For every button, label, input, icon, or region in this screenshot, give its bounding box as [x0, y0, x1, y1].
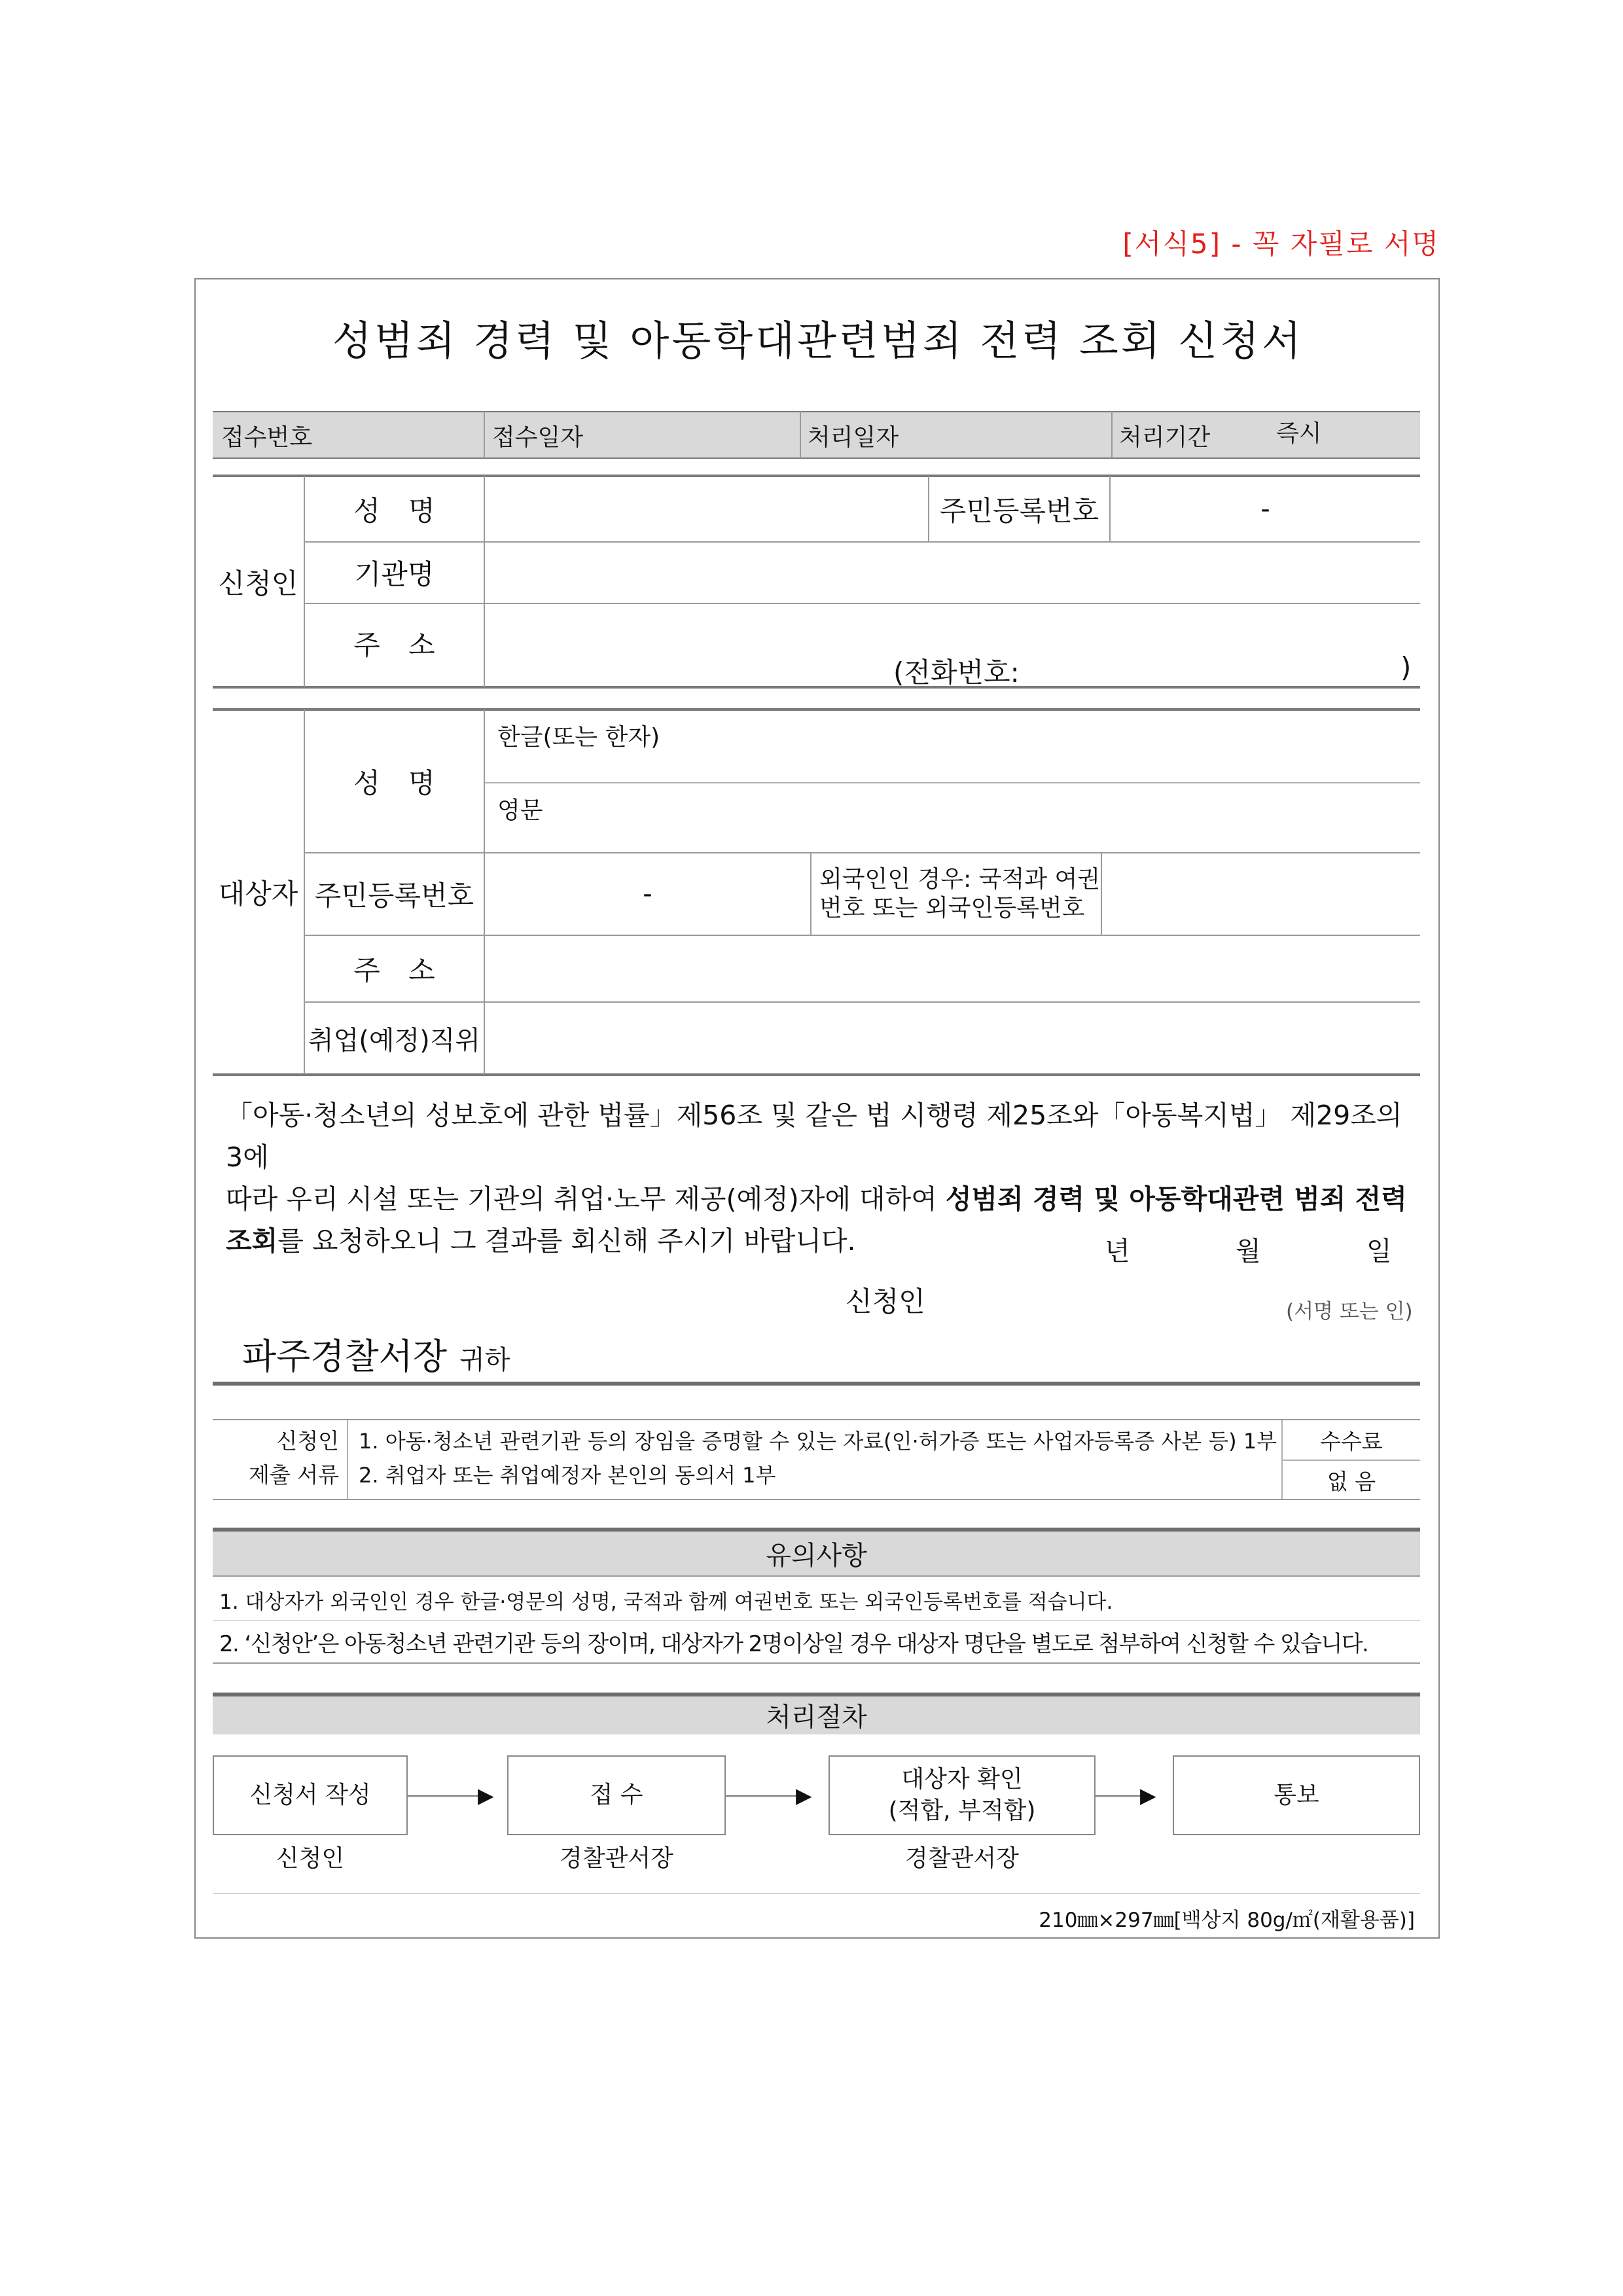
procedure-step-2: 접 수	[507, 1755, 726, 1835]
notes-item-1: 1. 대상자가 외국인인 경우 한글·영문의 성명, 국적과 함께 여권번호 또는 외국인등록번호를 적습니다.	[219, 1590, 1113, 1614]
procedure-arrow-2: ▶	[796, 1783, 812, 1808]
date-month: 월	[1236, 1236, 1261, 1266]
procedure-actor-1: 신청인	[276, 1844, 345, 1872]
subject-name-korean-label: 한글(또는 한자)	[497, 724, 660, 751]
applicant-rrn-label: 주민등록번호	[939, 495, 1099, 527]
subject-foreigner-field[interactable]	[1102, 853, 1420, 935]
applicant-name-field[interactable]	[485, 477, 928, 541]
signature-applicant-label: 신청인	[846, 1285, 925, 1318]
subject-foreigner-label-line2: 번호 또는 외국인등록번호	[819, 895, 1085, 922]
addressee-office: 파주경찰서장	[242, 1336, 447, 1377]
procedure-actor-3: 경찰관서장	[905, 1844, 1019, 1872]
form-tag: [서식5] - 꼭 자필로 서명	[1122, 228, 1440, 260]
statement-line1: 「아동·청소년의 성보호에 관한 법률」제56조 및 같은 법 시행령 제25조와「아동복지법」 제29조의3에	[226, 1100, 1402, 1173]
notes-header: 유의사항	[766, 1540, 867, 1571]
procedure-arrow-1: ▶	[478, 1783, 494, 1808]
process-period-value: 즉시	[1276, 420, 1322, 447]
process-period-label: 처리기간	[1119, 424, 1211, 451]
receipt-date-label: 접수일자	[492, 424, 584, 451]
fee-value: 없 음	[1327, 1468, 1376, 1494]
procedure-actor-2: 경찰관서장	[560, 1844, 673, 1872]
applicant-org-field[interactable]	[485, 543, 1420, 603]
form-title: 성범죄 경력 및 아동학대관련범죄 전력 조회 신청서	[332, 316, 1304, 365]
procedure-arrow-3: ▶	[1140, 1783, 1156, 1808]
documents-item-1: 1. 아동·청소년 관련기관 등의 장임을 증명할 수 있는 자료(인·허가증 또는 사업자등록증 사본 등) 1부	[359, 1429, 1277, 1454]
documents-list	[359, 1424, 1277, 1492]
statement-line2-normal: 따라 우리 시설 또는 기관의 취업·노무 제공(예정)자에 대하여	[226, 1183, 946, 1215]
procedure-step-3-line1: 대상자 확인	[901, 1766, 1023, 1793]
subject-rrn-field[interactable]: -	[643, 879, 652, 909]
statement-line3-normal: 를 요청하오니 그 결과를 회신해 주시기 바랍니다.	[277, 1225, 856, 1257]
applicant-address-label: 주 소	[353, 629, 435, 661]
documents-item-2: 2. 취업자 또는 취업예정자 본인의 동의서 1부	[359, 1463, 776, 1488]
date-day: 일	[1366, 1236, 1392, 1266]
documents-label-line2: 제출 서류	[248, 1462, 339, 1488]
receipt-no-label: 접수번호	[221, 424, 313, 451]
applicant-name-label: 성 명	[353, 495, 435, 527]
subject-job-field[interactable]	[485, 1003, 1420, 1073]
procedure-step-3	[829, 1755, 1096, 1835]
subject-section-label: 대상자	[218, 878, 298, 910]
subject-rrn-label: 주민등록번호	[314, 880, 474, 912]
process-date-label: 처리일자	[808, 424, 899, 451]
subject-address-label: 주 소	[353, 954, 435, 986]
procedure-header: 처리절차	[766, 1702, 867, 1732]
subject-job-label: 취업(예정)직위	[308, 1025, 481, 1056]
date-year: 년	[1105, 1236, 1130, 1266]
applicant-rrn-field[interactable]: -	[1260, 494, 1270, 524]
subject-address-field[interactable]	[485, 936, 1420, 1001]
procedure-step-3-line2: (적합, 부적합)	[888, 1797, 1036, 1824]
procedure-step-1: 신청서 작성	[213, 1755, 408, 1835]
applicant-phone-label: (전화번호:	[893, 656, 1020, 689]
addressee-suffix: 귀하	[459, 1345, 510, 1375]
procedure-step-4: 통보	[1173, 1755, 1420, 1835]
documents-label-line1: 신청인	[276, 1428, 339, 1454]
fee-label: 수수료	[1320, 1428, 1383, 1454]
applicant-phone-close: )	[1400, 651, 1412, 683]
statement-line3-bold: 조회	[226, 1225, 278, 1257]
paper-spec-footer: 210㎜×297㎜[백상지 80g/㎡(재활용품)]	[1039, 1909, 1415, 1932]
signature-sign-hint[interactable]: (서명 또는 인)	[1286, 1300, 1413, 1323]
applicant-section-label: 신청인	[218, 567, 298, 600]
subject-name-label: 성 명	[353, 767, 435, 799]
notes-item-2: 2. ‘신청안’은 아동청소년 관련기관 등의 장이며, 대상자가 2명이상일 경우 대상자 명단을 별도로 첨부하여 신청할 수 있습니다.	[219, 1631, 1368, 1657]
subject-foreigner-label-line1: 외국인인 경우: 국적과 여권	[819, 866, 1100, 893]
statement-line2	[226, 1178, 1417, 1220]
addressee	[242, 1329, 510, 1379]
applicant-org-label: 기관명	[354, 558, 435, 590]
documents-label	[213, 1424, 347, 1492]
subject-foreigner-label	[819, 865, 1100, 923]
statement-line2-bold: 성범죄 경력 및 아동학대관련 범죄 전력	[945, 1183, 1407, 1215]
subject-name-english-label: 영문	[497, 797, 543, 824]
